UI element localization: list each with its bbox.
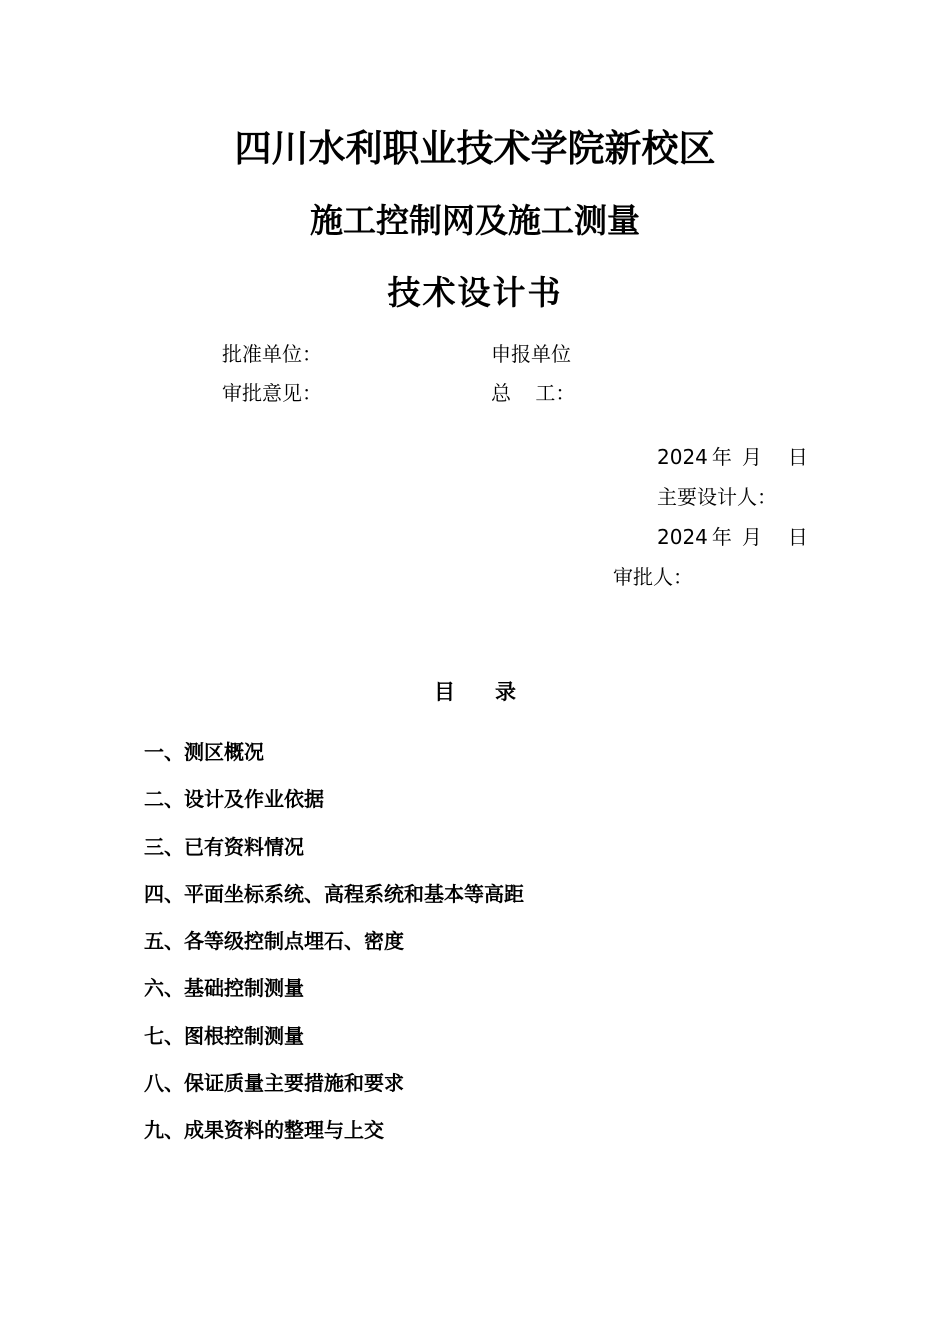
toc-item: 一、测区概况 [144,740,264,764]
toc-item: 五、各等级控制点埋石、密度 [144,929,404,954]
toc-title-left: 目 [434,680,455,704]
toc-title-right: 录 [495,680,516,704]
toc-item: 九、成果资料的整理与上交 [144,1118,384,1143]
table-of-contents [144,737,524,1163]
date-month-unit: 月 [741,445,762,469]
date-month-unit: 月 [741,525,762,549]
approve-unit-label: 批准单位： [222,342,322,366]
document-title-line-2: 施工控制网及施工测量 [310,201,640,240]
approve-opinion-label: 审批意见： [222,381,322,405]
date-year-unit: 年 [711,445,732,469]
approval-date-1 [657,443,808,471]
approval-date-2 [657,523,808,551]
document-title-line-1: 四川水利职业技术学院新校区 [234,127,716,170]
date-year-unit: 年 [711,525,732,549]
date-day-unit: 日 [787,445,808,469]
date-year: 2024 [657,445,708,469]
document-title-line-3: 技术设计书 [387,273,563,312]
date-year: 2024 [657,525,708,549]
toc-item: 三、已有资料情况 [144,834,304,859]
approver-label: 审批人： [613,565,693,589]
toc-item: 七、图根控制测量 [144,1023,304,1048]
toc-item: 二、设计及作业依据 [144,787,324,812]
date-day-unit: 日 [787,525,808,549]
toc-item: 四、平面坐标系统、高程系统和基本等高距 [144,881,524,906]
main-designer-label: 主要设计人： [657,485,777,509]
toc-item: 六、基础控制测量 [144,976,304,1001]
toc-title [0,677,950,707]
chief-engineer-label: 总 工： [491,381,576,405]
toc-item: 八、保证质量主要措施和要求 [144,1071,404,1096]
apply-unit-label: 申报单位 [491,342,571,366]
